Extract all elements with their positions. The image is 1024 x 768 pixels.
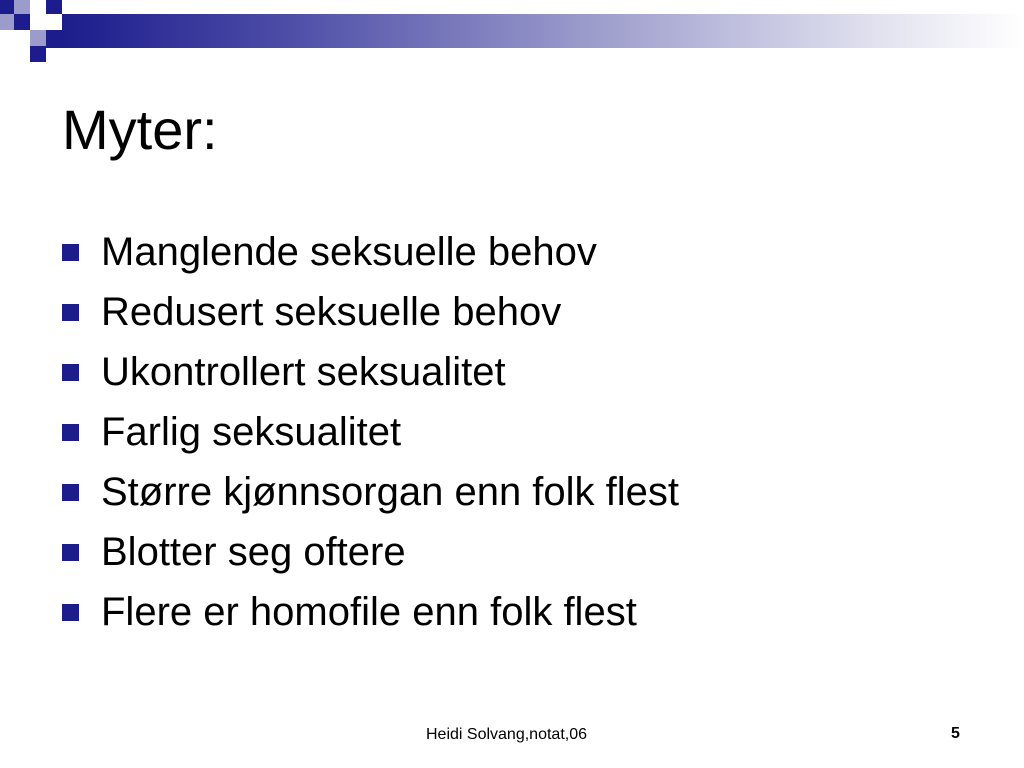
- title-gradient-bar: [62, 14, 1024, 48]
- bullet-item: [62, 282, 679, 342]
- bullet-text: Ukontrollert seksualitet: [101, 349, 506, 394]
- bullet-text: Flere er homofile enn folk flest: [101, 589, 637, 634]
- bullet-list: [62, 222, 679, 642]
- footer-text: Heidi Solvang,notat,06: [426, 726, 587, 743]
- bullet-item: [62, 522, 679, 582]
- corner-square: [14, 0, 30, 14]
- square-bullet-icon: [62, 304, 79, 321]
- square-bullet-icon: [62, 424, 79, 441]
- page-number: 5: [951, 725, 960, 742]
- square-bullet-icon: [62, 604, 79, 621]
- corner-square: [46, 30, 62, 48]
- bullet-text: Manglende seksuelle behov: [101, 229, 597, 274]
- slide-title: Myter:: [62, 98, 218, 161]
- corner-square: [30, 46, 46, 62]
- square-bullet-icon: [62, 364, 79, 381]
- slide-footer: [0, 724, 1024, 748]
- square-bullet-icon: [62, 544, 79, 561]
- corner-square: [46, 0, 62, 14]
- bullet-text: Blotter seg oftere: [101, 529, 406, 574]
- bullet-text: Større kjønnsorgan enn folk flest: [101, 469, 680, 514]
- bullet-text: Farlig seksualitet: [101, 409, 402, 454]
- corner-square: [0, 0, 14, 14]
- bullet-item: [62, 342, 679, 402]
- corner-square: [0, 14, 14, 30]
- corner-square: [14, 14, 30, 30]
- bullet-item: [62, 402, 679, 462]
- bullet-item: [62, 462, 679, 522]
- corner-square: [30, 30, 46, 46]
- square-bullet-icon: [62, 244, 79, 261]
- bullet-item: [62, 582, 679, 642]
- square-bullet-icon: [62, 484, 79, 501]
- bullet-text: Redusert seksuelle behov: [101, 289, 562, 334]
- bullet-item: [62, 222, 679, 282]
